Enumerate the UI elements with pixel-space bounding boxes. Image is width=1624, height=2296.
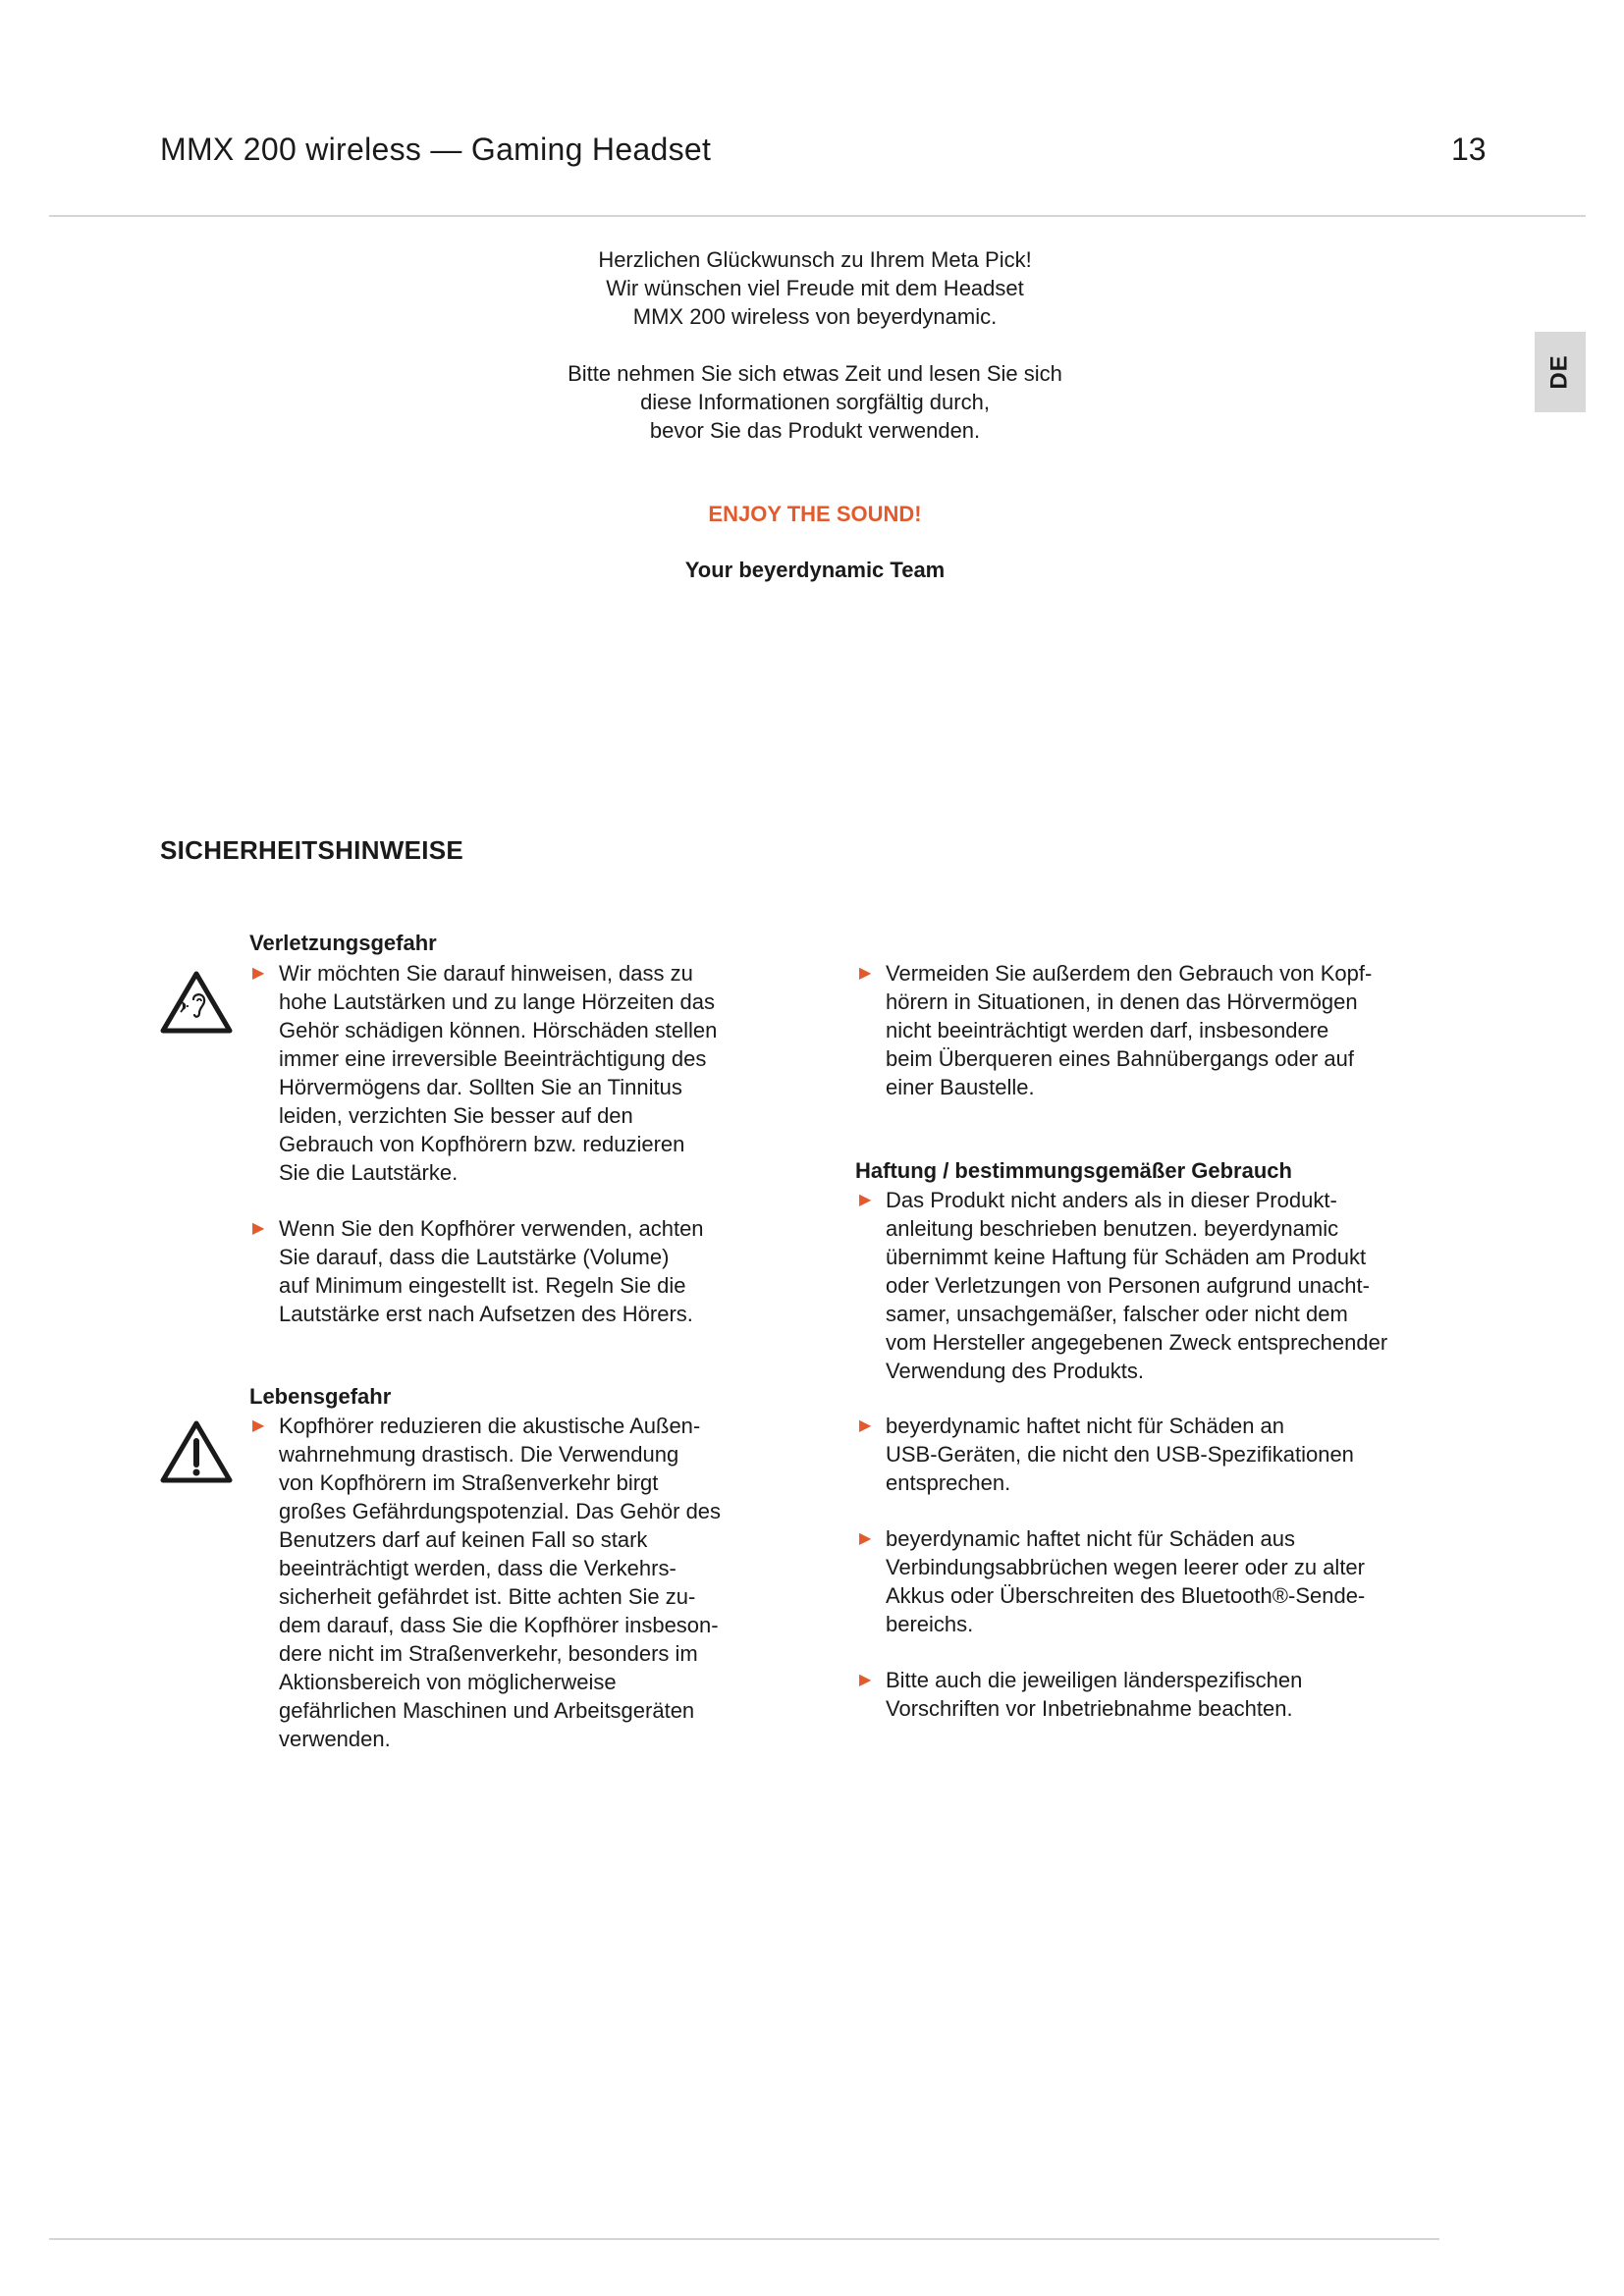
list-item xyxy=(859,1524,1488,1642)
list-item xyxy=(252,1412,802,1765)
bullet-arrow-icon: ▶ xyxy=(252,1417,265,1434)
bullet-text: Vermeiden Sie außerdem den Gebrauch von Kopf- hörern in Situationen, in denen das Hörvermögen nicht beeinträchtigt werden darf, insbesondere beim Überqueren eines Bahnübergangs oder auf einer Baustelle. xyxy=(886,961,1373,1099)
section-title: SICHERHEITSHINWEISE xyxy=(160,835,464,865)
bullet-arrow-icon: ▶ xyxy=(859,1192,872,1208)
language-tab xyxy=(1535,332,1586,412)
bullet-text: Das Produkt nicht anders als in dieser Produkt- anleitung beschrieben benutzen. beyerdynamic übernimmt keine Haftung für Schäden am Produkt oder Verletzungen von Personen aufgrund unacht- samer, unsachgemäßer, falscher oder nicht dem vom Hersteller angegebenen Zweck entsprechender Verwendung des Produkts. xyxy=(886,1188,1388,1383)
life-heading: Lebensgefahr xyxy=(249,1384,392,1409)
bullet-arrow-icon: ▶ xyxy=(252,965,265,982)
language-tab-label: DE xyxy=(1546,354,1573,390)
hearing-warning-icon xyxy=(160,970,233,1035)
bullet-text: Wenn Sie den Kopfhörer verwenden, achten Sie darauf, dass die Lautstärke (Volume) auf Minimum eingestellt ist. Regeln Sie die Lautstärke erst nach Aufsetzen des Hörers. xyxy=(279,1216,704,1326)
list-item xyxy=(859,1666,1488,1725)
intro-instruction: Bitte nehmen Sie sich etwas Zeit und lesen Sie sich diese Informationen sorgfältig durch, bevor Sie das Produkt verwenden. xyxy=(568,361,1062,443)
list-item xyxy=(252,959,802,1195)
footer-divider xyxy=(49,2238,1439,2240)
list-item xyxy=(859,1412,1488,1500)
enjoy-slogan: ENJOY THE SOUND! xyxy=(708,502,922,526)
bullet-text: Wir möchten Sie darauf hinweisen, dass zu hohe Lautstärken und zu lange Hörzeiten das Gehör schädigen können. Hörschäden stellen immer eine irreversible Beeinträchtigung des Hörvermögens dar. Sollten Sie an Tinnitus leiden, verzichten Sie besser auf den Gebrauch von Kopfhörern bzw. reduzieren Sie die Lautstärke. xyxy=(279,961,718,1185)
team-signature: Your beyerdynamic Team xyxy=(684,558,946,582)
bullet-text: Kopfhörer reduzieren die akustische Außen- wahrnehmung drastisch. Die Verwendung von Kopfhörern im Straßenverkehr birgt großes Gefährdungspotenzial. Das Gehör des Benutzers darf auf keinen Fall so stark beeinträchtigt werden, dass die Verkehrs- sicherheit gefährdet ist. Bitte achten Sie zu- dem darauf, dass Sie die Kopfhörer insbeson- dere nicht im Straßenverkehr, besonders im Aktionsbereich von möglicherweise gefährlichen Maschinen und Arbeitsgeräten verwenden. xyxy=(279,1414,722,1751)
bullet-arrow-icon: ▶ xyxy=(252,1220,265,1237)
list-item xyxy=(859,1186,1488,1392)
list-item xyxy=(859,959,1488,1106)
bullet-text: Bitte auch die jeweiligen länderspezifischen Vorschriften vor Inbetriebnahme beachten. xyxy=(886,1668,1303,1721)
list-item xyxy=(252,1214,802,1332)
bullet-arrow-icon: ▶ xyxy=(859,1530,872,1547)
liability-heading: Haftung / bestimmungsgemäßer Gebrauch xyxy=(855,1158,1292,1183)
warning-triangle-icon xyxy=(160,1419,233,1484)
document-title: MMX 200 wireless — Gaming Headset xyxy=(160,132,712,167)
header-divider xyxy=(49,215,1586,217)
bullet-text: beyerdynamic haftet nicht für Schäden an USB-Geräten, die nicht den USB-Spezifikationen entsprechen. xyxy=(886,1414,1354,1495)
bullet-text: beyerdynamic haftet nicht für Schäden aus Verbindungsabbrüchen wegen leerer oder zu alter Akkus oder Überschreiten des Bluetooth®-Sende- bereichs. xyxy=(886,1526,1366,1636)
bullet-arrow-icon: ▶ xyxy=(859,1417,872,1434)
page-number: 13 xyxy=(1451,132,1487,167)
injury-heading: Verletzungsgefahr xyxy=(249,931,437,955)
bullet-arrow-icon: ▶ xyxy=(859,965,872,982)
bullet-arrow-icon: ▶ xyxy=(859,1672,872,1688)
intro-greeting: Herzlichen Glückwunsch zu Ihrem Meta Pick! Wir wünschen viel Freude mit dem Headset MMX 200 wireless von beyerdynamic. xyxy=(598,247,1032,329)
